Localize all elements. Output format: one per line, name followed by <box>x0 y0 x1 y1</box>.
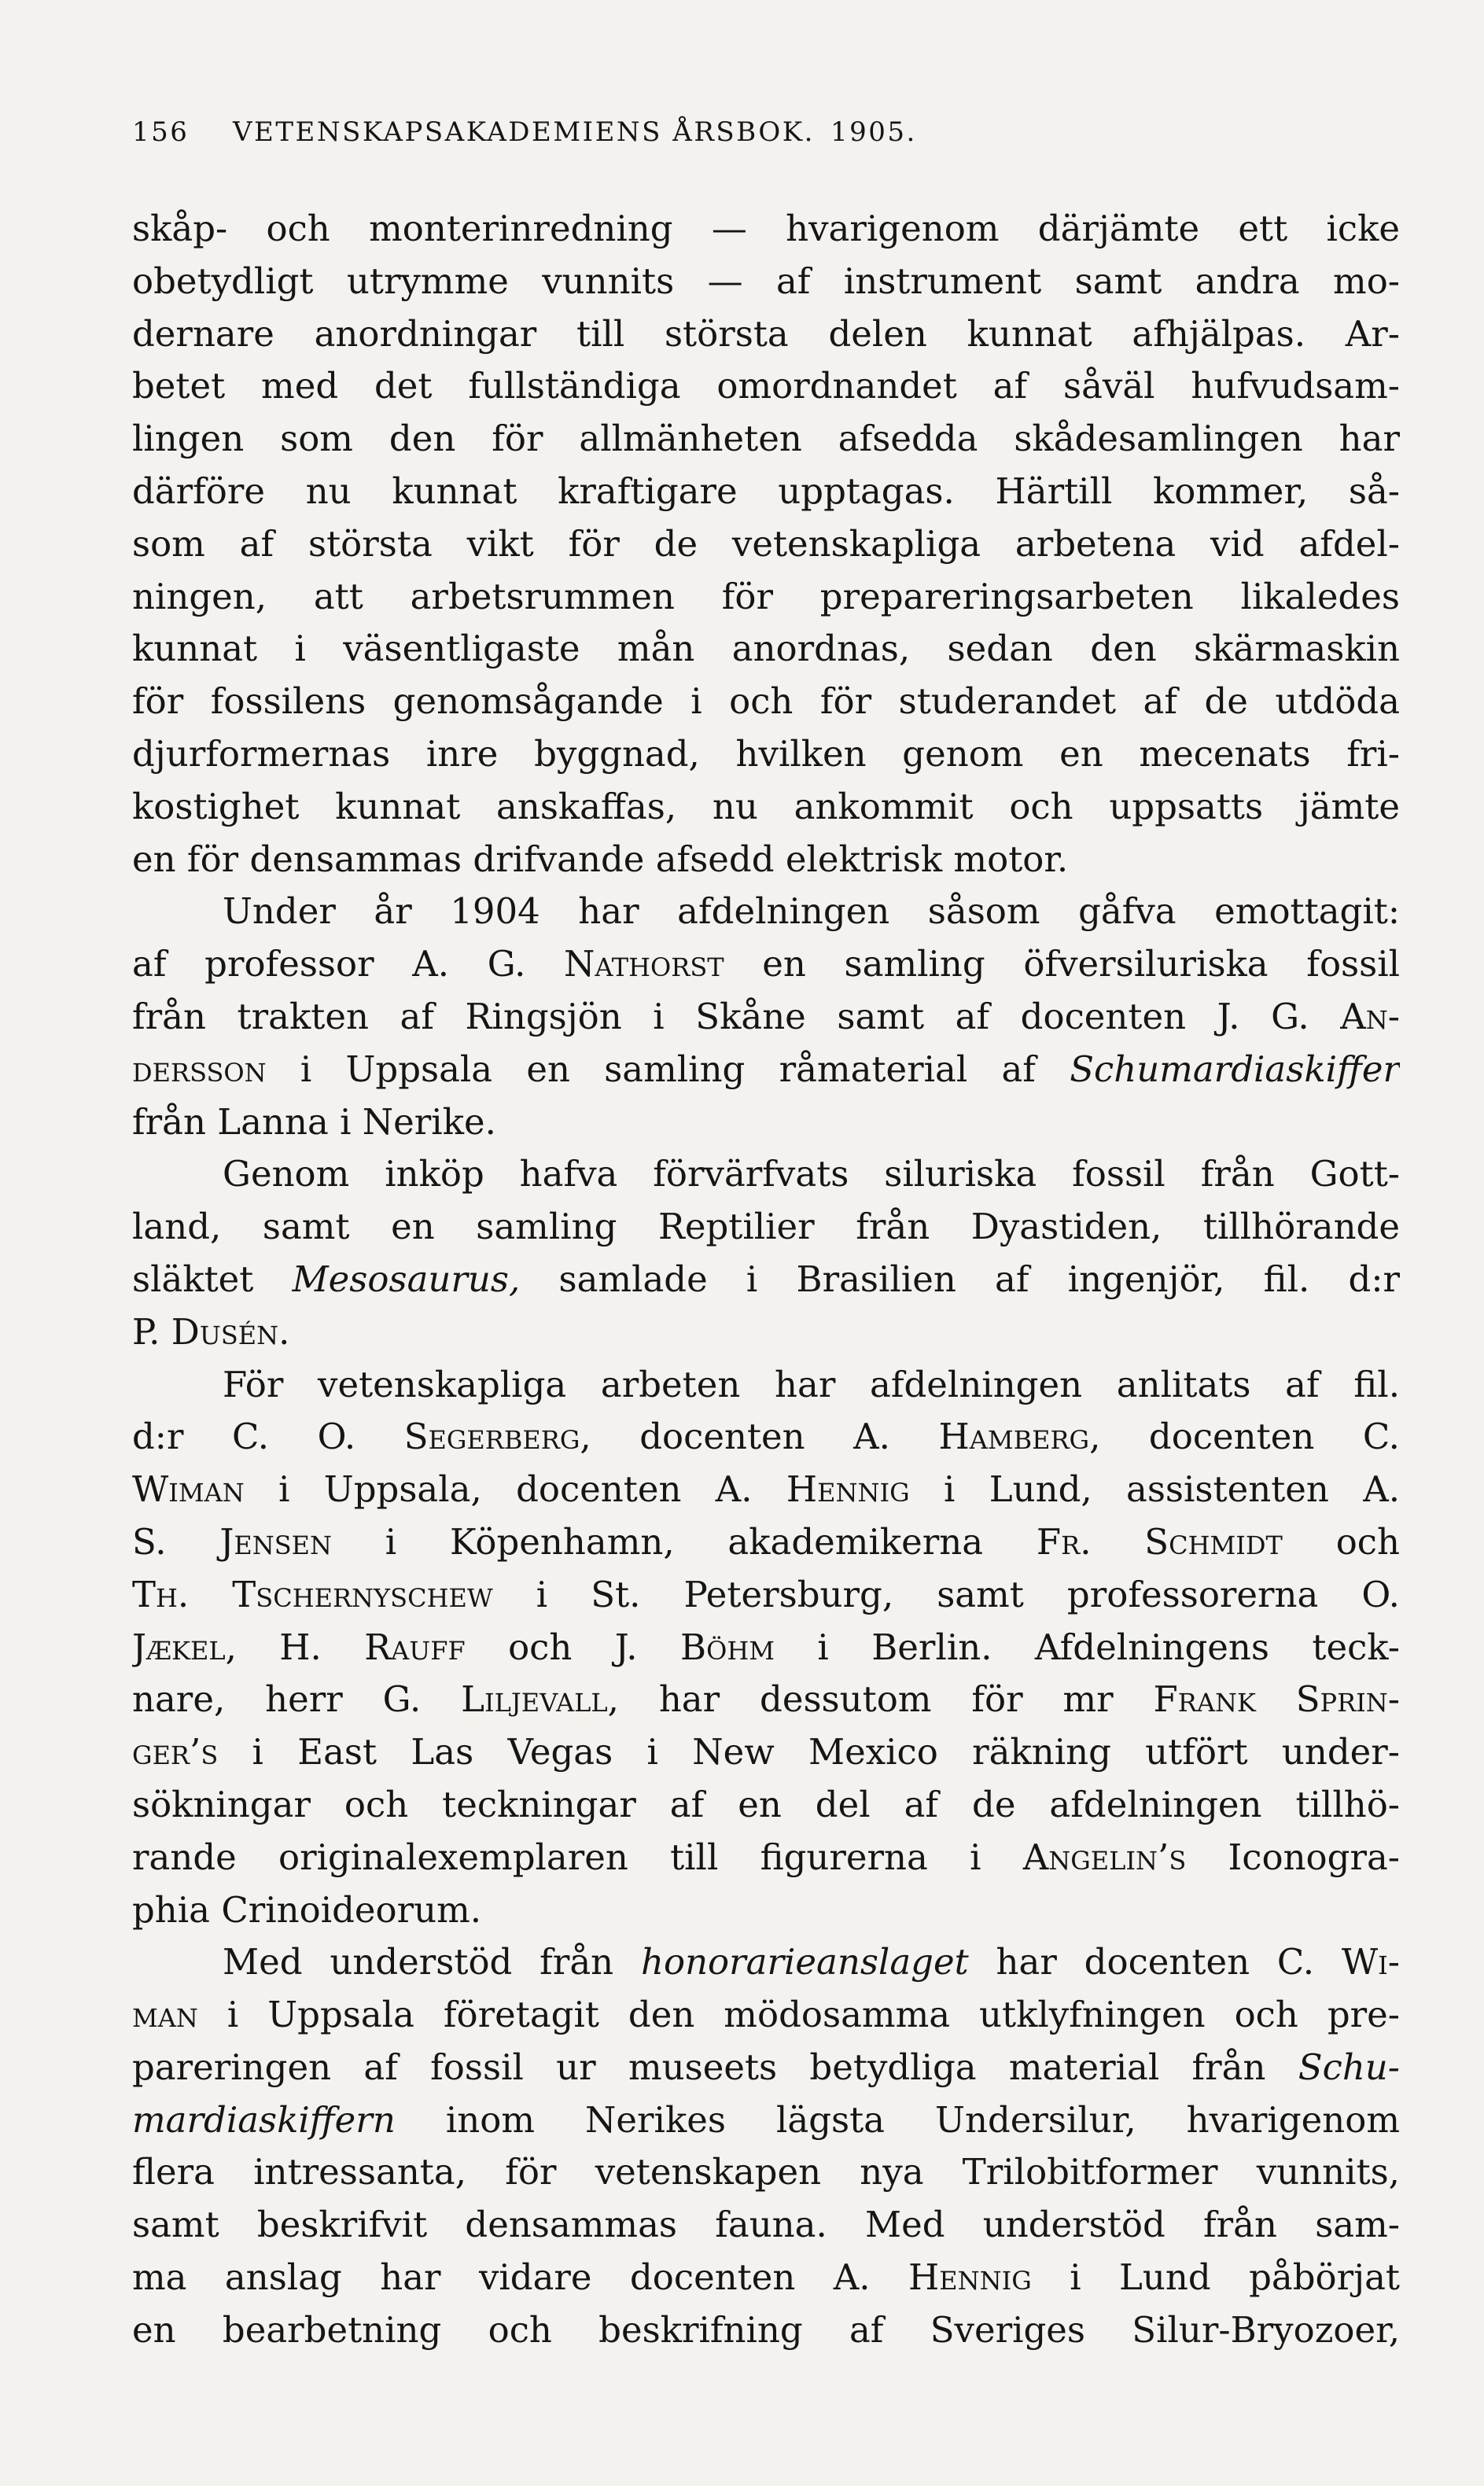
text-line: d:r C. O. Segerberg, docenten A. Hamberg, docenten C. <box>132 1416 1400 1458</box>
text-line: ger’s i East Las Vegas i New Mexico räkning utfört under- <box>132 1731 1400 1773</box>
text-line: P. Dusén. <box>132 1310 290 1353</box>
text-line: man i Uppsala företagit den mödosamma utklyfningen och pre- <box>132 1994 1400 2036</box>
person-name: Wi- <box>1341 1941 1400 1983</box>
text-line: från trakten af Ringsjön i Skåne samt af docenten J. G. An- <box>132 995 1400 1037</box>
person-name: Angelin’s <box>1022 1836 1187 1878</box>
person-name: Rauff <box>364 1626 466 1668</box>
text-line: mardiaskiffern inom Nerikes lägsta Undersilur, hvarigenom <box>132 2098 1400 2141</box>
text-line: Genom inköp hafva förvärfvats siluriska fossil från Gott- <box>223 1153 1400 1195</box>
text-line: phia Crinoideorum. <box>132 1888 482 1931</box>
text-line: Under år 1904 har afdelningen såsom gåfva emottagit: <box>223 890 1400 933</box>
person-name: man <box>132 1994 198 2036</box>
text-line: ningen, att arbetsrummen för prepareringsarbeten likaledes <box>132 575 1400 617</box>
text-line: för fossilens genomsågande i och för studerandet af de utdöda <box>132 680 1400 723</box>
body-text <box>132 203 1400 2357</box>
text-line: ma anslag har vidare docenten A. Hennig i Lund påbörjat <box>132 2256 1400 2299</box>
person-name: Hennig <box>908 2256 1032 2299</box>
text-line: nare, herr G. Liljevall, har dessutom för mr Frank Sprin- <box>132 1678 1400 1721</box>
person-name: Jensen <box>219 1520 332 1563</box>
text-line: sökningar och teckningar af en del af de afdelningen tillhö- <box>132 1783 1400 1825</box>
text-line: För vetenskapliga arbeten har afdelningen anlitats af fil. <box>223 1363 1400 1405</box>
person-name: dersson <box>132 1048 267 1090</box>
person-name: Hamberg <box>938 1416 1090 1458</box>
text-line: af professor A. G. Nathorst en samling öfversiluriska fossil <box>132 943 1400 985</box>
person-name: Frank Sprin- <box>1153 1678 1400 1721</box>
text-line: Jækel, H. Rauff och J. Böhm i Berlin. Afdelningens teck- <box>132 1626 1400 1668</box>
italic-term: mardiaskiffern <box>132 2098 396 2141</box>
person-name: Wiman <box>132 1468 245 1511</box>
text-line: rande originalexemplaren till figurerna i Angelin’s Iconogra- <box>132 1836 1400 1878</box>
text-line: land, samt en samling Reptilier från Dyastiden, tillhörande <box>132 1206 1400 1248</box>
text-line: betet med det fullständiga omordnandet af såväl hufvudsam- <box>132 365 1400 407</box>
person-name: Dusén <box>171 1310 279 1353</box>
italic-term: Schu- <box>1298 2046 1400 2088</box>
text-line: Th. Tschernyschew i St. Petersburg, samt professorerna O. <box>132 1573 1400 1615</box>
text-line: S. Jensen i Köpenhamn, akademikerna Fr. Schmidt och <box>132 1520 1400 1563</box>
person-name: Nathorst <box>564 943 724 985</box>
text-line: dersson i Uppsala en samling råmaterial af Schumardiaskiffer <box>132 1048 1400 1090</box>
person-name: An- <box>1340 995 1400 1037</box>
text-line: därföre nu kunnat kraftigare upptagas. Härtill kommer, så- <box>132 470 1400 512</box>
running-year: 1905. <box>830 116 917 148</box>
text-line: Med understöd från honorarieanslaget har docenten C. Wi- <box>223 1941 1400 1983</box>
text-line: Wiman i Uppsala, docenten A. Hennig i Lund, assistenten A. <box>132 1468 1400 1511</box>
italic-term: Mesosaurus, <box>292 1258 521 1300</box>
text-line: släktet Mesosaurus, samlade i Brasilien af ingenjör, fil. d:r <box>132 1258 1400 1300</box>
text-line: en bearbetning och beskrifning af Sveriges Silur-Bryozoer, <box>132 2308 1400 2351</box>
text-line: från Lanna i Nerike. <box>132 1100 496 1143</box>
text-line: kostighet kunnat anskaffas, nu ankommit och uppsatts jämte <box>132 785 1400 827</box>
person-name: Liljevall <box>461 1678 608 1721</box>
person-name: Fr. Schmidt <box>1036 1520 1283 1563</box>
text-line: kunnat i väsentligaste mån anordnas, sedan den skärmaskin <box>132 628 1400 670</box>
text-line: som af största vikt för de vetenskapliga arbetena vid afdel- <box>132 522 1400 565</box>
running-title: VETENSKAPSAKADEMIENS ÅRSBOK. <box>233 116 815 148</box>
text-line: obetydligt utrymme vunnits — af instrument samt andra mo- <box>132 260 1400 302</box>
text-line: lingen som den för allmänheten afsedda skådesamlingen har <box>132 418 1400 460</box>
running-header <box>132 116 1190 148</box>
text-line: skåp- och monterinredning — hvarigenom därjämte ett icke <box>132 208 1400 249</box>
text-line: flera intressanta, för vetenskapen nya Trilobitformer vunnits, <box>132 2151 1400 2193</box>
text-line: samt beskrifvit densammas fauna. Med understöd från sam- <box>132 2204 1400 2246</box>
text-line: djurformernas inre byggnad, hvilken genom en mecenats fri- <box>132 732 1400 775</box>
person-name: ger’s <box>132 1731 219 1773</box>
person-name: Th. Tschernyschew <box>132 1573 493 1615</box>
text-line: dernare anordningar till största delen kunnat afhjälpas. Ar- <box>132 312 1400 355</box>
person-name: Böhm <box>680 1626 775 1668</box>
text-line: pareringen af fossil ur museets betydliga material från Schu- <box>132 2046 1400 2088</box>
person-name: Segerberg <box>403 1416 580 1458</box>
page-number: 156 <box>132 116 190 148</box>
person-name: Jækel <box>132 1626 226 1668</box>
person-name: Hennig <box>786 1468 910 1511</box>
italic-term: Schumardiaskiffer <box>1070 1048 1400 1090</box>
italic-term: honorarieanslaget <box>641 1941 969 1983</box>
text-line: en för densammas drifvande afsedd elektrisk motor. <box>132 838 1069 880</box>
